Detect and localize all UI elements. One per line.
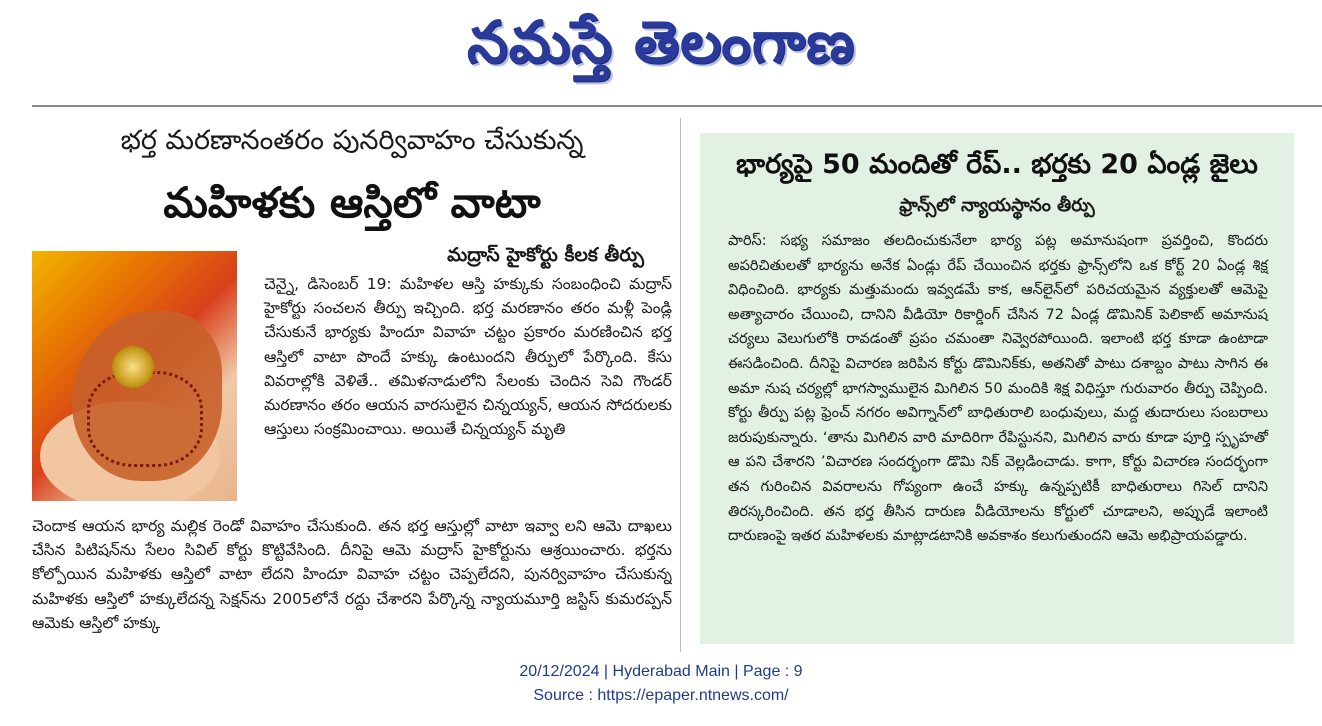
photo-henna-pattern <box>87 371 203 467</box>
article-headline: మహిళకు ఆస్తిలో వాటా <box>163 178 541 227</box>
page-footer <box>0 660 1322 708</box>
photo-ring-shape <box>112 346 154 388</box>
right-article-subhead: ఫ్రాన్స్‌లో న్యాయస్థానం తీర్పు <box>899 195 1095 216</box>
column-divider <box>680 118 681 652</box>
right-article <box>700 133 1294 644</box>
right-article-headline: భార్యపై 50 మందితో రేప్.. భర్తకు 20 ఏండ్ల జైలు <box>736 149 1258 180</box>
right-article-body: పారిస్: సభ్య సమాజం తలదించుకునేలా భార్య పట్ల అమానుషంగా ప్రవర్తించి, కొందరు అపరిచితులతో భార్యను అనేక ఏండ్లు రేప్ చేయించిన భర్తకు ఫ్రాన్స్‌లోని ఒక కోర్ట్ 20 ఏండ్ల శిక్ష విధించింది. భార్యకు మత్తుమందు ఇవ్వడమే కాక, ఆన్‌లైన్‌లో పరిచయమైన వ్యక్తులతో ఆమెపై అత్యాచారం చేయించి, దానిని వీడియో రికార్డింగ్ చేసిన 72 ఏండ్ల డొమినిక్ పెలికాట్ అమానుష చర్యలు వెలుగులోకి రావడంతో ప్రపం చమంతా నివ్వెరపోయింది. ఇలాంటి భర్త కూడా ఉంటాడా ఈసడించింది. దీనిపై విచారణ జరిపిన కోర్టు డొమినిక్‌కు, అతనితో పాటు దశాబ్దం పాటు సాగిన ఈ అమా నుష చర్యల్లో భాగస్వాములైన మిగిలిన 50 మందికి శిక్ష విధిస్తూ గురువారం తీర్పు చెప్పింది. కోర్టు తీర్పు పట్ల ఫ్రెంచ్ నగరం అవిగ్నాన్‌లో బాధితురాలి బంధువులు, మద్ద తుదారులు సంబరాలు జరుపుకున్నారు. ‘తాను మిగిలిన వారి మాదిరిగా రేపిస్టునని, మిగిలిన వారు కూడా పూర్తి స్పృహతో ఆ పని చేశారని ’విచారణ సందర్భంగా డొమి నిక్ వెల్లడించాడు. కాగా, కోర్టు విచారణ సందర్భంగా తన గురించిన వివరాలను గోప్యంగా ఉంచే హక్కు ఉన్నప్పటికీ బాధితురాలు గిసెల్ దానిని తిరస్కరించింది. తన భర్త తీసిన దారుణ వీడియోలను కోర్టులో చూడాలని, అప్పుడే ఇలాంటి దారుణంపై ఇతర మహిళలకు మాట్లాడటానికి అవకాశం కలుగుతుందని ఆమె అభిప్రాయపడ్డారు. <box>728 233 1268 545</box>
article-kicker: భర్త మరణానంతరం పునర్వివాహం చేసుకున్న <box>120 125 584 156</box>
article-subhead: మద్రాస్ హైకోర్టు కీలక తీర్పు <box>447 244 644 266</box>
header-divider <box>32 105 1322 107</box>
wedding-hands-photo <box>32 251 237 501</box>
source-link[interactable]: Source : https://epaper.ntnews.com/ <box>533 687 789 704</box>
left-article <box>32 118 672 652</box>
edition-info: 20/12/2024 | Hyderabad Main | Page : 9 <box>519 663 803 680</box>
newspaper-logo: నమస్తే తెలంగాణ <box>467 8 855 76</box>
article-body-continued: చెందాక ఆయన భార్య మల్లిక రెండో వివాహం చేసుకుంది. తన భర్త ఆస్తుల్లో వాటా ఇవ్వా లని ఆమె దాఖలు చేసిన పిటిషన్‌ను సేలం సివిల్ కోర్టు కొట్టివేసింది. దీనిపై ఆమె మద్రాస్ హైకోర్టును ఆశ్రయించారు. భర్తను కోల్పోయిన మహిళకు ఆస్తిలో వాటా లేదని హిందూ వివాహ చట్టం చెప్పలేదని, పునర్వివాహం చేసుకున్న మహిళకు ఆస్తిలో హక్కులేదన్న సెక్షన్‌ను 2005లోనే రద్దు చేశారని పేర్కొన్న న్యాయమూర్తి జస్టిస్ కుమరప్పన్ ఆమెకు ఆస్తిలో హక్కు <box>32 517 672 632</box>
masthead <box>0 0 1322 96</box>
article-body-column: చెన్నై, డిసెంబర్ 19: మహిళల ఆస్తి హక్కుకు సంబంధించి మద్రాస్ హైకోర్టు సంచలన తీర్పు ఇచ్చింది. భర్త మరణానం తరం మళ్లీ పెండ్లి చేసుకునే భార్యకు హిందూ వివాహ చట్టం ప్రకారం మరణించిన భర్త ఆస్తిలో వాటా పొందే హక్కు ఉంటుందని తీర్పులో పేర్కొంది. కేసు వివరాల్లోకి వెళితే.. తమిళనాడులోని సేలంకు చెందిన సెవి గౌండర్ మరణానం తరం ఆయన వారసులైన చిన్నయ్యన్, ఆయన సోదరులకు ఆస్తులు సంక్రమించాయి. అయితే చిన్నయ్యన్ మృతి <box>264 275 672 439</box>
